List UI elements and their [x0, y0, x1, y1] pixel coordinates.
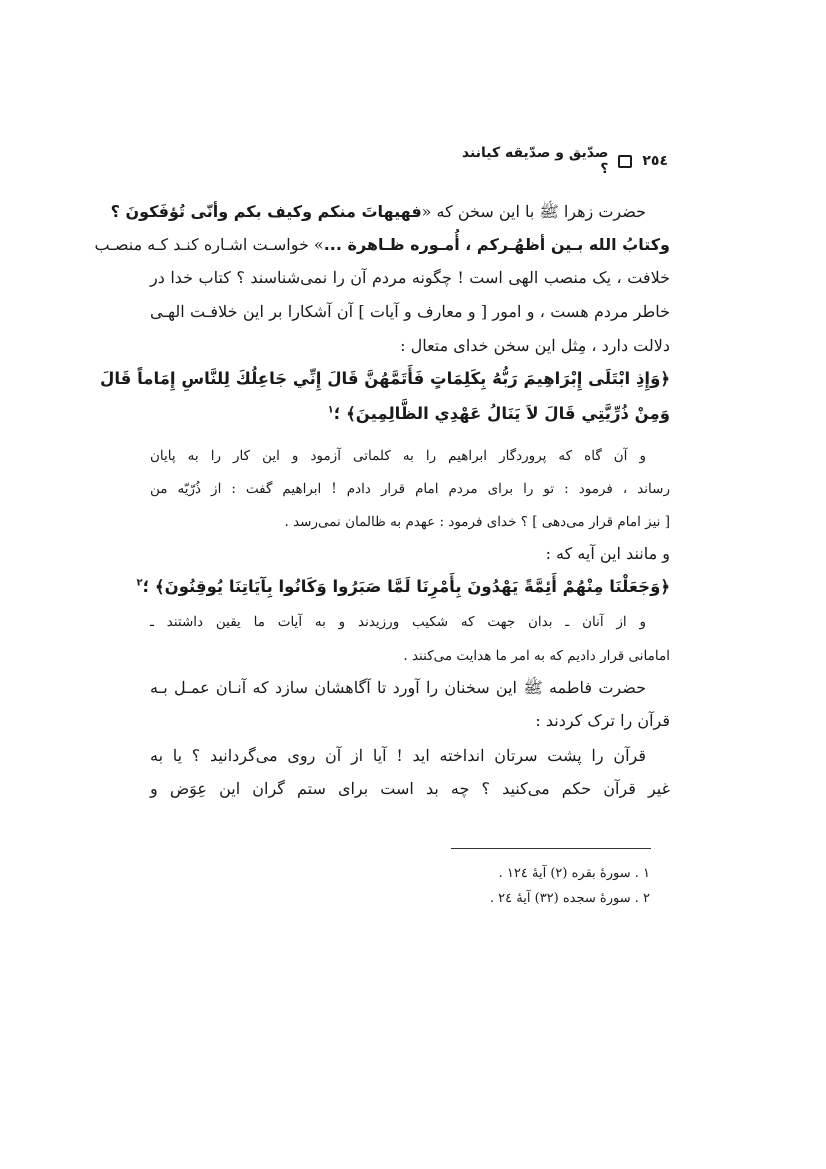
translation-2-line-1: و از آنان ـ بدان جهت که شکیب ورزیدند و به آیات ما یقین داشتند ـ [150, 614, 646, 630]
para1-line-3: خلافت ، یک منصب الهی است ! چگونه مردم آن را نمی‌شناسند ؟ کتاب خدا در [150, 268, 670, 287]
quote-bold: وكتابُ الله بـين أظهُـركم ، أُمـوره ظـاهرة ... [323, 235, 670, 254]
para3-line-2: غیر قرآن حکم می‌کنید ؟ چه بد است برای ستم گران این عِوَض و [150, 779, 670, 798]
quote-bold: فهيهاتَ منكم وكيف بكم وأنّى تُؤفَكونَ ؟ [110, 202, 422, 221]
para3-line-1: قرآن را پشت سرتان انداخته اید ! آیا از آن روی می‌گردانید ؟ یا به [150, 746, 646, 765]
main-text [94, 0, 670, 1169]
para1-line-4: خاطر مردم هست ، و امور [ و معارف و آیات ] آن آشکارا بر این خلافـت الهـی [150, 302, 670, 321]
translation-1-line-1: و آن گاه که پروردگار ابراهیم را به کلماتی آزمود و این کار را به پایان [150, 448, 646, 464]
para2-line-1: حضرت فاطمه ﷺ این سخنان را آورد تا آگاهشان سازد که آنـان عمـل بـه [150, 678, 646, 697]
para1-line-5: دلالت دارد ، مِثل این سخن خدای متعال : [400, 336, 670, 355]
translation-1-line-2: رساند ، فرمود : تو را برای مردم امام قرار دادم ! ابراهیم گفت : از ذُرّیّه من [150, 481, 670, 497]
translation-1-line-3: [ نیز امام قرار می‌دهی ] ؟ خدای فرمود : عهدم به ظالمان نمی‌رسد . [284, 514, 670, 530]
para1-line-1: حضرت زهرا ﷺ با این سخن که «فهيهاتَ منكم وكيف بكم وأنّى تُؤفَكونَ ؟ [110, 202, 646, 221]
footnote-ref-1: ١ [327, 404, 334, 416]
footnote-1: ١ . سورهٔ بقره (٢) آیهٔ ١٢٤ . [498, 866, 650, 881]
chapter-title: صدّيق و صدّيقه كيانند ؟ [461, 145, 609, 177]
footnote-2: ٢ . سورهٔ سجده (٣٢) آیهٔ ٢٤ . [489, 891, 650, 906]
translation-2-line-2: امامانی قرار دادیم که به امر ما هدایت می‌کنند . [403, 648, 670, 664]
quran-verse-2: ﴿وَجَعَلْنَا مِنْهُمْ أَئِمَّةً يَهْدُونَ بِأَمْرِنَا لَمَّا صَبَرُوا وَكَانُوا بِآيَاتِنَا يُوقِنُونَ﴾ ؛$^٢$ [136, 577, 670, 596]
footnote-ref-2: ٢ [136, 577, 143, 589]
para1-line-2: وكتابُ الله بـين أظهُـركم ، أُمـوره ظـاهرة ...» خواسـت اشـاره کنـد کـه منصـب [94, 235, 670, 254]
intro-verse-2: و مانند این آیه که : [545, 544, 670, 563]
para2-line-2: قرآن را ترک کردند : [535, 711, 670, 730]
quran-verse-1-line-2: وَمِنْ ذُرِّيَّتِي قَالَ لاَ يَنَالُ عَهْدِي الظَّالِمِينَ﴾ ؛$^١$ [327, 404, 670, 423]
quran-verse-1-line-1: ﴿وَإِذِ ابْتَلَى إِبْرَاهِيمَ رَبُّهُ بِكَلِمَاتٍ فَأَتَمَّهُنَّ قَالَ إِنِّي جَاعِلُكَ لِلنَّاسِ إِمَاماً قَالَ [100, 369, 670, 388]
footnote-divider [451, 848, 651, 849]
page-number: ٢٥٤ [642, 153, 668, 169]
